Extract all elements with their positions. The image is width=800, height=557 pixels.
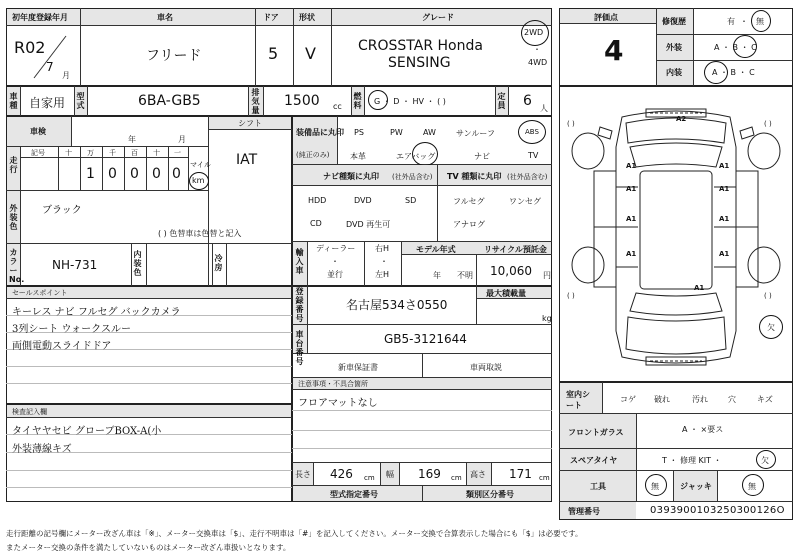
jack-label: ジャッキ [680,482,712,491]
mileage-sign-label: 記号 [31,149,45,157]
inspector-line-2: 外装薄線キズ [12,444,72,455]
navi-sublabel: (社外品含む) [392,173,433,181]
import-left-h: 左H [375,270,390,279]
digit-label-5: 一 [174,149,181,157]
registration-label: 登録番号 [295,287,304,323]
model-year-year: 年 [433,271,441,280]
equip-aw: AW [423,128,436,137]
missing-mark: 欠 [767,323,775,332]
first-reg-label: 初年度登録年月 [12,13,68,22]
length-value: 426 [330,467,353,481]
vehicle-manual: 車両取説 [470,363,502,372]
spare-tire-label: スペアタイヤ [570,456,618,465]
tv-sublabel: (社外品含む) [507,173,548,181]
exterior-options: A ・ B ・ C [714,43,757,52]
color-no-label: カラーNo. [9,248,25,284]
sales-point-3: 両側電動スライドドア [12,341,112,352]
mile-label: マイル [190,161,211,169]
model-value: 6BA-GB5 [138,93,201,109]
mileage-label: 走行 [9,156,18,174]
drive-dot: ・ [533,45,541,54]
month-unit: 月 [62,71,70,80]
damage-mark-4: A1 [719,185,730,193]
shape-label: 形状 [299,13,315,22]
width-cm: cm [451,474,462,482]
use-value: 自家用 [29,96,66,110]
windshield-options: A ・ ×要ス [682,425,724,434]
import-dot: ・ [331,257,339,266]
management-value: 0393900103250300126O [650,505,785,516]
shift-value: IAT [236,152,258,168]
drive-2wd: 2WD [524,28,544,37]
inspector-label: 検査記入欄 [12,408,47,416]
width-label: 幅 [386,470,394,479]
model-designation-label: 型式指定番号 [330,490,378,499]
windshield-label: フロントガラス [568,428,624,437]
digit-2: 0 [108,166,117,182]
displacement-value: 1500 [284,93,320,109]
equipment-sublabel: (純正のみ) [296,151,330,159]
damage-mark-a2: A2 [676,115,687,123]
navi-hdd: HDD [308,196,327,205]
model-year-unknown: 不明 [457,271,473,280]
import-dot-2: ・ [380,257,388,266]
notes-label: 注意事項・不具合箇所 [298,380,368,388]
tools-label: 工具 [590,482,606,491]
inspection-year: 年 [128,135,136,144]
car-diagram [560,87,792,381]
color-note: ( ) 色替車は色替と記入 [158,229,242,238]
model-label: 型式 [76,92,85,110]
chassis-value: GB5-3121644 [384,332,467,346]
tv-analog: アナログ [453,220,485,229]
fuel-options: G ・ D ・ HV ・ ( ) [374,97,446,106]
import-right-h: 右H [375,244,390,253]
repair-no: 無 [756,17,764,26]
car-name-label: 車名 [157,13,173,22]
digit-1: 1 [86,166,95,182]
height-value: 171 [509,467,532,481]
seat-opt-5: キズ [757,395,773,404]
spare-tire-none: 欠 [761,456,769,465]
inspector-line-1: タイヤヤセビ グローブBOX-A(小 [12,426,162,437]
score-value: 4 [604,34,624,67]
drive-4wd: 4WD [528,58,548,67]
interior-label: 内装 [666,68,682,77]
damage-mark-8: A1 [719,250,730,258]
fuel-label: 燃料 [353,92,362,110]
damage-mark-5: A1 [626,215,637,223]
tv-fullseg: フルセグ [453,197,485,206]
damage-mark-1: A1 [626,162,637,170]
import-dealer: ディーラー [316,244,356,253]
displacement-label: 排気量 [251,88,260,115]
equip-navi: ナビ [474,152,490,161]
diagram-paren-bl: ( ) [567,292,575,300]
height-label: 高さ [470,470,486,479]
interior-options: A ・ B ・ C [712,68,755,77]
import-label: 輸入車 [295,248,304,275]
notes-value: フロアマットなし [298,398,378,409]
equip-ps: PS [354,128,364,137]
color-value: ブラック [42,205,82,216]
model-year-label: モデル年式 [416,245,456,254]
repair-dot: ・ [740,17,748,26]
registration-value: 名古屋534さ0550 [346,298,448,312]
capacity-value: 6 [523,93,532,109]
tv-label: TV 種類に丸印 [447,172,502,181]
diagram-paren-tr: ( ) [764,120,772,128]
navi-cd: CD [310,219,322,228]
color-no-value: NH-731 [52,258,98,272]
diagram-paren-br: ( ) [764,292,772,300]
equip-airbag: エアバッグ [396,152,436,161]
equipment-label: 装備品に丸印 [296,128,344,137]
header-label-row [7,9,551,25]
seat-label: 室内シート [566,390,590,410]
digit-label-3: 百 [131,149,138,157]
car-name: フリード [146,48,202,64]
use-label: 車種 [9,92,18,110]
damage-mark-9: A1 [694,284,705,292]
recycle-unit: 円 [543,271,551,280]
door-label: ドア [263,13,279,22]
doors-value: 5 [268,44,279,63]
score-label: 評価点 [594,13,618,22]
first-reg-year: R02 [14,38,46,57]
digit-label-0: 十 [65,149,72,157]
grade-line2: SENSING [388,55,451,71]
exterior-label: 外装 [666,43,682,52]
equip-pw: PW [390,128,403,137]
spare-tire-options: T ・ 修理 KIT ・ [662,456,722,465]
category-label: 類別区分番号 [466,490,514,499]
seat-opt-4: 穴 [728,395,736,404]
footer-line-1: 走行距離の記号欄にメーター改ざん車は「※」、メーター交換車は「$」、走行不明車は「#」を記入してください。メーター交換で合算表示した場合にも「$」は必要です。 [6,529,583,538]
max-load-kg: kg [542,314,552,323]
shift-label: シフト [238,119,262,128]
capacity-label: 定員 [497,92,506,110]
navi-dvd: DVD [354,196,372,205]
cc-unit: cc [333,102,342,111]
length-label: 長さ [295,470,311,479]
navi-label: ナビ種類に丸印 [323,172,379,181]
equip-sunroof: サンルーフ [456,129,495,138]
digit-3: 0 [130,166,139,182]
digit-5: 0 [172,166,181,182]
shape-value: V [305,44,316,63]
digit-label-4: 十 [153,149,160,157]
new-car-warranty: 新車保証書 [338,363,378,372]
max-load-label: 最大積載量 [486,289,526,298]
inspection-label: 車検 [30,127,46,136]
damage-mark-7: A1 [626,250,637,258]
equip-tv: TV [528,151,539,160]
equip-abs: ABS [525,128,539,136]
tools-none: 無 [651,482,659,491]
chassis-label: 車台番号 [295,330,304,366]
damage-mark-3: A1 [626,185,637,193]
capacity-unit: 人 [540,104,548,113]
interior-color-label: 内装色 [133,250,142,277]
ac-label: 冷房 [214,254,223,272]
length-cm: cm [364,474,375,482]
repair-label: 修復歴 [662,17,686,26]
footer-line-2: またメーター交換の条件を満たしていないものはメーター改ざん車扱いとなります。 [6,543,291,552]
sales-point-1: キーレス ナビ フルセグ バックカメラ [12,307,181,318]
seat-opt-3: 汚れ [692,395,708,404]
digit-4: 0 [152,166,161,182]
digit-label-2: 千 [109,149,116,157]
jack-none: 無 [748,482,756,491]
first-reg-month: 7 [46,60,54,74]
km-label: km [192,176,205,185]
sales-point-2: 3列シート ウォークスルー [12,324,132,335]
management-label: 管理番号 [568,507,600,516]
digit-label-1: 万 [87,149,94,157]
navi-sd: SD [405,196,417,205]
grade-label: グレード [422,13,454,22]
import-parallel: 並行 [327,270,343,279]
diagram-paren-tl: ( ) [567,120,575,128]
recycle-label: リサイクル預託金 [484,245,547,254]
damage-mark-6: A1 [719,215,730,223]
inspection-month: 月 [178,135,186,144]
sales-points-label: セールスポイント [12,289,68,297]
navi-dvd-play: DVD 再生可 [346,220,391,229]
width-value: 169 [418,467,441,481]
seat-opt-1: コゲ [620,395,636,404]
color-label: 外装色 [9,204,18,231]
damage-mark-2: A1 [719,162,730,170]
height-cm: cm [539,474,550,482]
tv-oneseg: ワンセグ [509,197,541,206]
equip-leather: 本革 [350,152,366,161]
repair-yes: 有 [727,17,735,26]
grade-line1: CROSSTAR Honda [358,38,483,54]
recycle-value: 10,060 [490,264,532,278]
seat-opt-2: 破れ [654,395,670,404]
